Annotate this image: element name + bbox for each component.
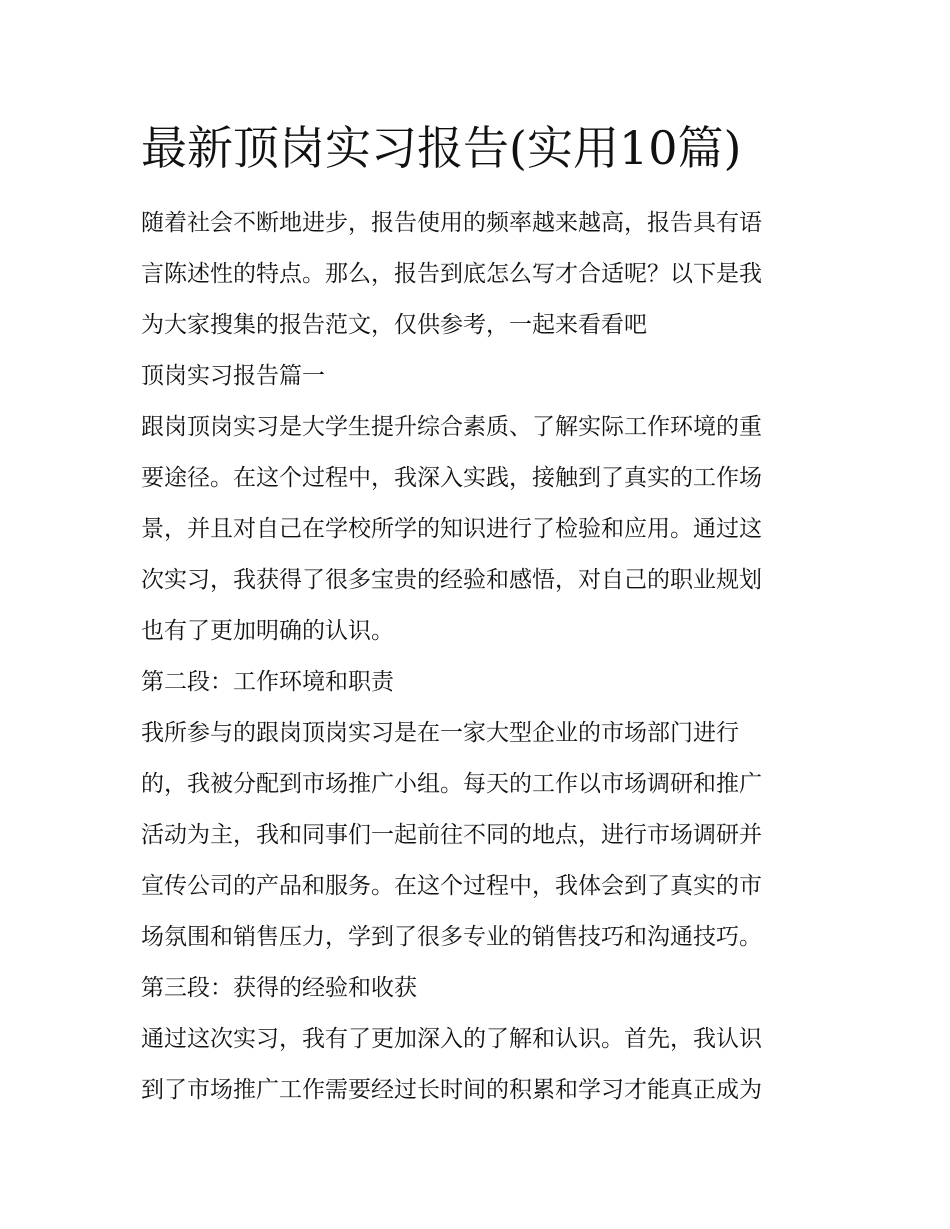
section-heading-3: 第三段：获得的经验和收获 <box>141 975 417 1001</box>
paragraph-3-line-2: 到了市场推广工作需要经过长时间的积累和学习才能真正成为 <box>141 1077 762 1103</box>
paragraph-1-line-1: 跟岗顶岗实习是大学生提升综合素质、了解实际工作环境的重 <box>141 414 762 440</box>
paragraph-1-line-4: 次实习，我获得了很多宝贵的经验和感悟，对自己的职业规划 <box>141 567 762 593</box>
intro-line-2: 言陈述性的特点。那么，报告到底怎么写才合适呢？以下是我 <box>141 261 762 287</box>
document-content <box>141 112 821 1116</box>
document-title: 最新顶岗实习报告(实用10篇) <box>141 121 742 175</box>
paragraph-1-line-2: 要途径。在这个过程中，我深入实践，接触到了真实的工作场 <box>141 465 762 491</box>
paragraph-1-line-3: 景，并且对自己在学校所学的知识进行了检验和应用。通过这 <box>141 516 762 542</box>
paragraph-2-line-5: 场氛围和销售压力，学到了很多专业的销售技巧和沟通技巧。 <box>141 924 762 950</box>
paragraph-2-line-2: 的，我被分配到市场推广小组。每天的工作以市场调研和推广 <box>141 771 762 797</box>
paragraph-3-line-1: 通过这次实习，我有了更加深入的了解和认识。首先，我认识 <box>141 1026 762 1052</box>
paragraph-2-line-1: 我所参与的跟岗顶岗实习是在一家大型企业的市场部门进行 <box>141 720 739 746</box>
paragraph-1-line-5: 也有了更加明确的认识。 <box>141 618 394 644</box>
intro-line-3: 为大家搜集的报告范文，仅供参考，一起来看看吧 <box>141 312 647 338</box>
paragraph-2-line-4: 宣传公司的产品和服务。在这个过程中，我体会到了真实的市 <box>141 873 762 899</box>
intro-line-1: 随着社会不断地进步，报告使用的频率越来越高，报告具有语 <box>141 210 762 236</box>
section-heading-1: 顶岗实习报告篇一 <box>141 363 325 389</box>
section-heading-2: 第二段：工作环境和职责 <box>141 669 394 695</box>
paragraph-2-line-3: 活动为主，我和同事们一起前往不同的地点，进行市场调研并 <box>141 822 762 848</box>
